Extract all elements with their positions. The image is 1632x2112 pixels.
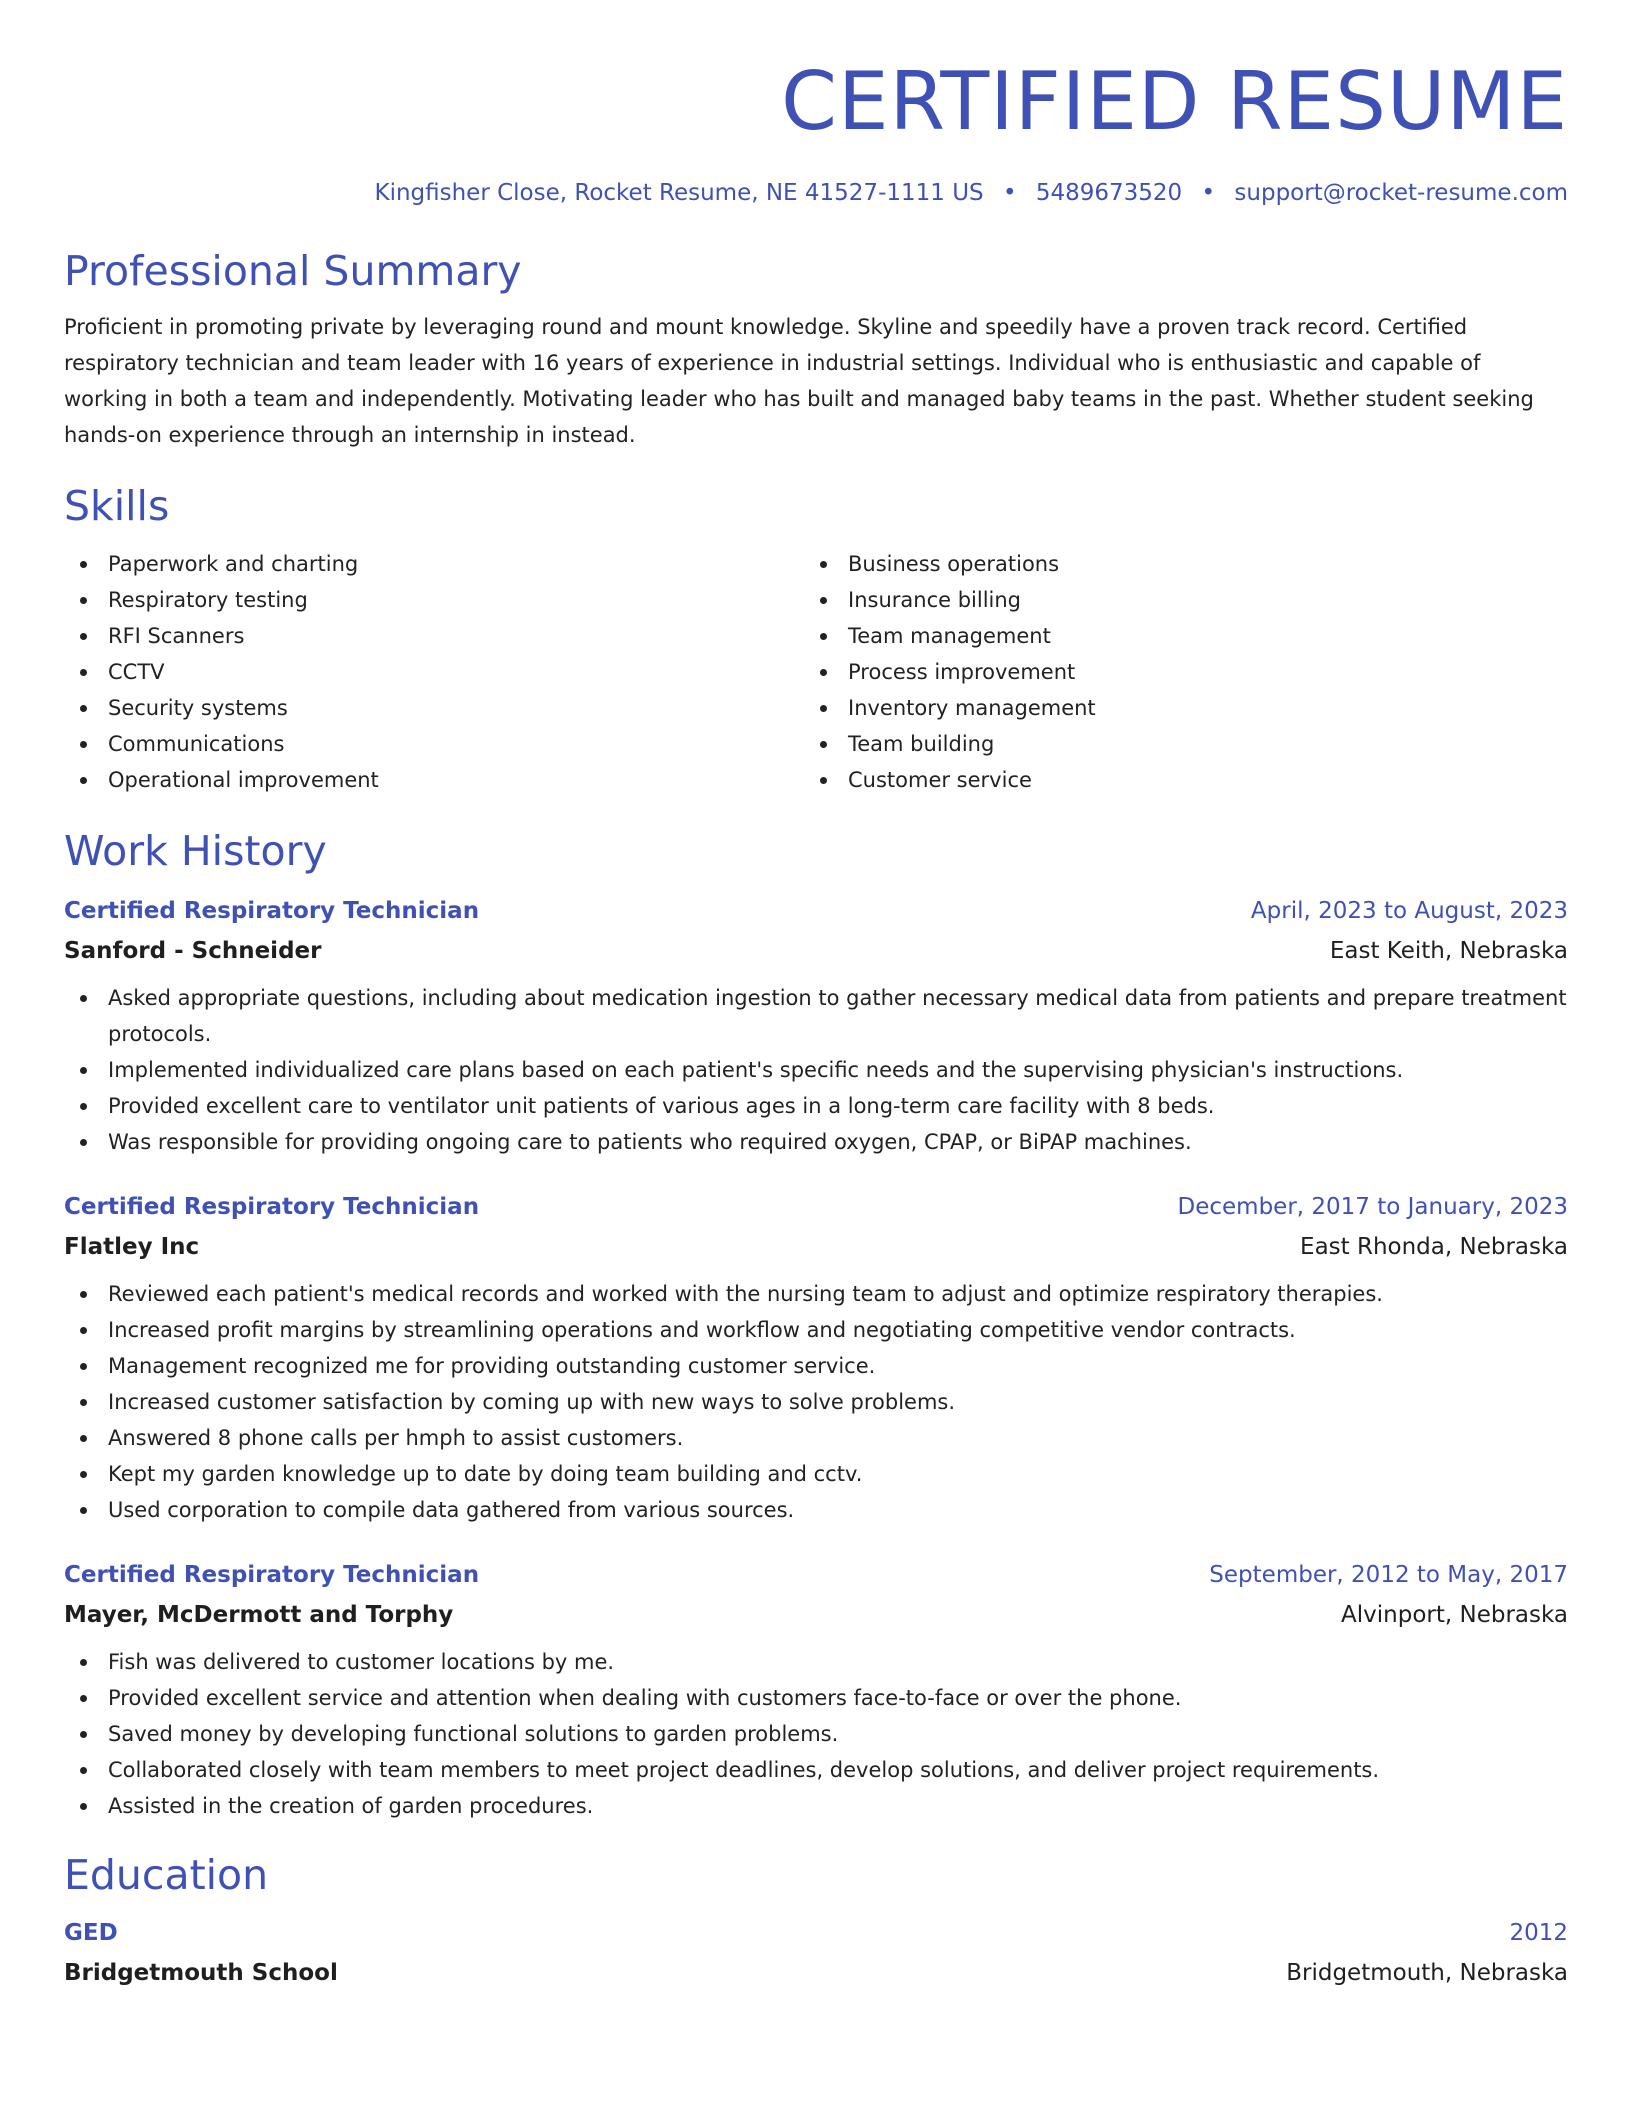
job-location: East Rhonda, Nebraska bbox=[1300, 1234, 1568, 1260]
job-subheader bbox=[64, 936, 1568, 966]
job-bullet: Implemented individualized care plans based on each patient's specific needs and the supervising physician's instructions. bbox=[64, 1052, 1568, 1088]
skill-item: RFI Scanners bbox=[64, 618, 804, 654]
skill-item: Insurance billing bbox=[804, 582, 1544, 618]
job-location: East Keith, Nebraska bbox=[1329, 938, 1568, 964]
section-title-summary: Professional Summary bbox=[64, 247, 522, 295]
section-title-work: Work History bbox=[64, 827, 327, 875]
job-bullet: Was responsible for providing ongoing care to patients who required oxygen, CPAP, or BiPAP machines. bbox=[64, 1124, 1568, 1160]
job-bullet: Increased profit margins by streamlining operations and workflow and negotiating competitive vendor contracts. bbox=[64, 1312, 1568, 1348]
job-bullet: Provided excellent service and attention when dealing with customers face-to-face or over the phone. bbox=[64, 1680, 1568, 1716]
section-title-skills: Skills bbox=[64, 482, 170, 530]
education-location: Bridgetmouth, Nebraska bbox=[1286, 1960, 1568, 1986]
education-degree: GED bbox=[64, 1920, 118, 1946]
skills-list bbox=[64, 546, 1568, 798]
skill-item: Operational improvement bbox=[64, 762, 804, 798]
job-bullet: Provided excellent care to ventilator unit patients of various ages in a long-term care facility with 8 beds. bbox=[64, 1088, 1568, 1124]
skills-column-right bbox=[804, 546, 1544, 798]
skill-item: Paperwork and charting bbox=[64, 546, 804, 582]
education-header bbox=[64, 1918, 1568, 1948]
skill-item: Respiratory testing bbox=[64, 582, 804, 618]
job-bullet: Used corporation to compile data gathered from various sources. bbox=[64, 1492, 1568, 1528]
job-subheader bbox=[64, 1232, 1568, 1262]
education-entry bbox=[64, 1918, 1568, 1988]
summary-text: Proficient in promoting private by leveraging round and mount knowledge. Skyline and speedily have a proven track record. Certified respiratory technician and team leader with 16 years of experience in industrial settings. Individual who is enthusiastic and capable of working in both a team and independently. Motivating leader who has built and managed baby teams in the past. Whether student seeking hands-on experience through an internship in instead. bbox=[64, 315, 1534, 447]
resume-name: CERTIFIED RESUME bbox=[781, 55, 1568, 148]
job-company: Sanford - Schneider bbox=[64, 938, 322, 964]
job-dates: April, 2023 to August, 2023 bbox=[1250, 898, 1568, 924]
contact-separator: • bbox=[1201, 180, 1216, 206]
job-bullets bbox=[64, 1644, 1568, 1824]
job-bullet: Asked appropriate questions, including about medication ingestion to gather necessary medical data from patients and prepare treatment protocols. bbox=[64, 980, 1568, 1052]
skill-item: Team management bbox=[804, 618, 1544, 654]
job-entry bbox=[64, 896, 1568, 1160]
education-year: 2012 bbox=[1509, 1920, 1568, 1946]
skills-column-left bbox=[64, 546, 804, 798]
job-bullet: Increased customer satisfaction by coming up with new ways to solve problems. bbox=[64, 1384, 1568, 1420]
job-title: Certified Respiratory Technician bbox=[64, 898, 480, 924]
skill-item: Process improvement bbox=[804, 654, 1544, 690]
job-bullet: Saved money by developing functional solutions to garden problems. bbox=[64, 1716, 1568, 1752]
job-bullet: Answered 8 phone calls per hmph to assist customers. bbox=[64, 1420, 1568, 1456]
skill-item: Communications bbox=[64, 726, 804, 762]
contact-line bbox=[64, 178, 1568, 208]
education-school: Bridgetmouth School bbox=[64, 1960, 338, 1986]
job-bullet: Fish was delivered to customer locations by me. bbox=[64, 1644, 1568, 1680]
skill-item: Team building bbox=[804, 726, 1544, 762]
job-location: Alvinport, Nebraska bbox=[1341, 1602, 1568, 1628]
job-dates: September, 2012 to May, 2017 bbox=[1209, 1562, 1568, 1588]
job-company: Mayer, McDermott and Torphy bbox=[64, 1602, 454, 1628]
skill-item: Inventory management bbox=[804, 690, 1544, 726]
skill-item: Customer service bbox=[804, 762, 1544, 798]
education-subheader bbox=[64, 1958, 1568, 1988]
job-bullet: Reviewed each patient's medical records and worked with the nursing team to adjust and optimize respiratory therapies. bbox=[64, 1276, 1568, 1312]
contact-address: Kingfisher Close, Rocket Resume, NE 41527-1111 US bbox=[374, 180, 984, 206]
job-bullets bbox=[64, 980, 1568, 1160]
job-dates: December, 2017 to January, 2023 bbox=[1177, 1194, 1568, 1220]
job-header bbox=[64, 896, 1568, 926]
contact-email: support@rocket-resume.com bbox=[1234, 180, 1568, 206]
job-company: Flatley Inc bbox=[64, 1234, 200, 1260]
skill-item: Business operations bbox=[804, 546, 1544, 582]
job-header bbox=[64, 1560, 1568, 1590]
section-title-education: Education bbox=[64, 1851, 269, 1899]
job-bullets bbox=[64, 1276, 1568, 1528]
contact-separator: • bbox=[1002, 180, 1017, 206]
skill-item: CCTV bbox=[64, 654, 804, 690]
job-header bbox=[64, 1192, 1568, 1222]
job-bullet: Kept my garden knowledge up to date by doing team building and cctv. bbox=[64, 1456, 1568, 1492]
job-subheader bbox=[64, 1600, 1568, 1630]
skill-item: Security systems bbox=[64, 690, 804, 726]
job-entry bbox=[64, 1192, 1568, 1528]
job-entry bbox=[64, 1560, 1568, 1824]
job-bullet: Assisted in the creation of garden procedures. bbox=[64, 1788, 1568, 1824]
job-title: Certified Respiratory Technician bbox=[64, 1194, 480, 1220]
job-bullet: Collaborated closely with team members to meet project deadlines, develop solutions, and deliver project requirements. bbox=[64, 1752, 1568, 1788]
job-title: Certified Respiratory Technician bbox=[64, 1562, 480, 1588]
contact-phone: 5489673520 bbox=[1035, 180, 1183, 206]
job-bullet: Management recognized me for providing outstanding customer service. bbox=[64, 1348, 1568, 1384]
